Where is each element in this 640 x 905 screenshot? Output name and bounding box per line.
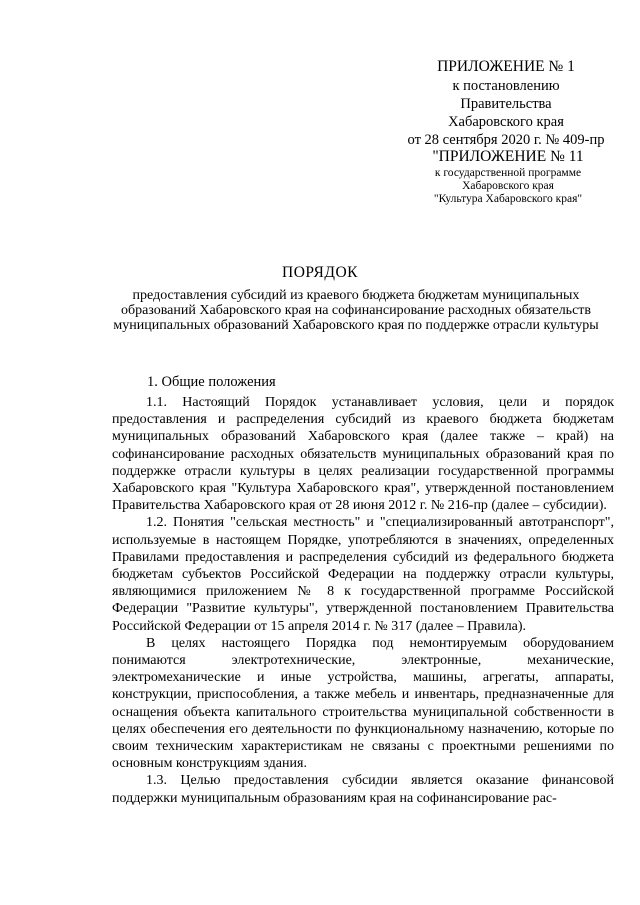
document-title: ПОРЯДОК	[282, 264, 358, 281]
document-subtitle: предоставления субсидий из краевого бюджета бюджетам муниципальных образований Хабаровского края на софинансирование расходных обязательств муниципальных образований Хабаровского края по поддержке отрасли культуры	[113, 288, 599, 333]
document-body	[112, 394, 614, 807]
section-heading: 1. Общие положения	[147, 374, 276, 390]
appendix-11-line: к государственной программе	[434, 167, 582, 179]
appendix-1-line: к постановлению	[452, 78, 560, 94]
paragraph: 1.1. Настоящий Порядок устанавливает условия, цели и порядок предоставления и распределения субсидий из краевого бюджета бюджетам муниципальных образований Хабаровского края (далее также – край) на софинансирование расходных обязательств муниципальных образований края по поддержке отрасли культуры в целях реализации государственной программы Хабаровского края "Культура Хабаровского края", утвержденной постановлением Правительства Хабаровского края от 28 июня 2012 г. № 216-пр (далее – субсидии).	[112, 395, 614, 514]
appendix-11-line: Хабаровского края	[462, 180, 554, 192]
appendix-1-line: Хабаровского края	[448, 114, 564, 130]
appendix-1-date: от 28 сентября 2020 г. № 409-пр	[407, 132, 605, 148]
appendix-1-line: Правительства	[460, 96, 552, 112]
appendix-11-title: "ПРИЛОЖЕНИЕ № 11	[432, 148, 584, 165]
appendix-11-block	[398, 148, 618, 206]
appendix-11-line: "Культура Хабаровского края"	[433, 193, 583, 205]
paragraph: В целях настоящего Порядка под немонтируемым оборудованием понимаются электротехнические, электронные, механические, электромеханические и иные устройства, машины, агрегаты, аппараты, конструкции, приспособления, а также мебель и инвентарь, предназначенные для оснащения объекта капитального строительства муниципальной собственности в целях обеспечения его деятельности по функциональному назначению, которые по своим техническим характеристикам не связаны с проектными решениями по основным конструкциям здания.	[112, 635, 614, 772]
paragraph: 1.2. Понятия "сельская местность" и "специализированный автотранспорт", используемые в настоящем Порядке, употребляются в значениях, определенных Правилами предоставления и распределения субсидий из федерального бюджета бюджетам субъектов Российской Федерации на поддержку отрасли культуры, являющимися приложением № 8 к государственной программе Российской Федерации "Развитие культуры", утвержденной постановлением Правительства Российской Федерации от 15 апреля 2014 г. № 317 (далее – Правила).	[112, 515, 614, 634]
paragraph: 1.3. Целью предоставления субсидии является оказание финансовой поддержки муниципальным образованиям края на софинансирование рас-	[112, 773, 614, 806]
appendix-1-title: ПРИЛОЖЕНИЕ № 1	[437, 58, 575, 75]
appendix-1-block	[395, 58, 617, 149]
